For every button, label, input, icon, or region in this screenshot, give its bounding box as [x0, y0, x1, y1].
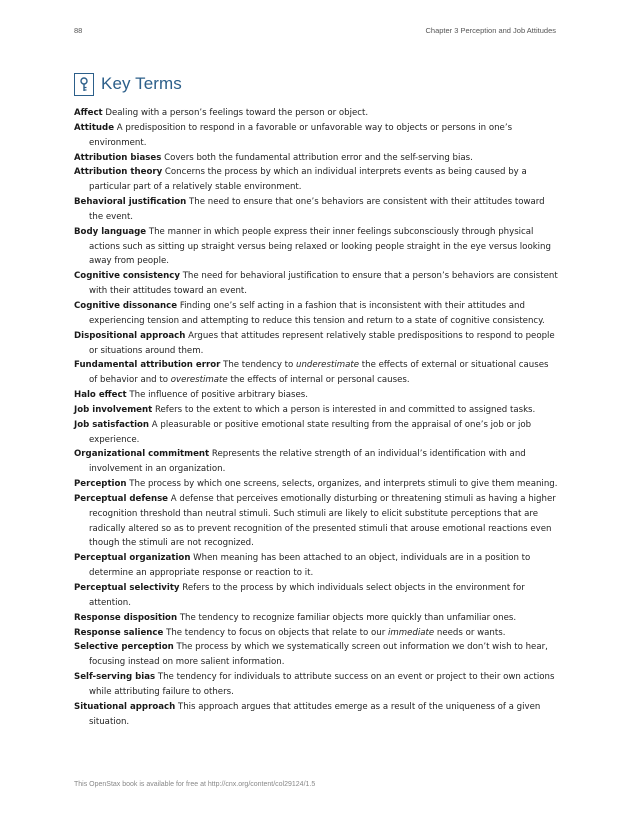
- definition-text: This approach argues that attitudes emerge as a result of the uniqueness of a given situation.: [89, 701, 541, 727]
- section-title: Key Terms: [101, 74, 182, 93]
- definition-text: The process by which we systematically screen out information we don’t wish to hear, focusing instead on more salient information.: [89, 642, 548, 668]
- definition-text: A pleasurable or positive emotional state resulting from the appraisal of one’s job or job experience.: [89, 419, 532, 445]
- emphasis-text: immediate: [387, 627, 435, 638]
- glossary-entry: [74, 611, 558, 626]
- definition-text: A predisposition to respond in a favorable or unfavorable way to objects or persons in one’s environment.: [89, 122, 513, 148]
- term-name: Attitude: [74, 122, 115, 133]
- term-name: Behavioral justification: [74, 197, 187, 208]
- glossary-entry: [74, 299, 558, 329]
- term-name: Response disposition: [74, 612, 178, 623]
- term-name: Dispositional approach: [74, 330, 186, 341]
- glossary-entry: [74, 388, 558, 403]
- term-name: Attribution biases: [74, 152, 162, 163]
- glossary-entry: [74, 195, 558, 225]
- term-name: Situational approach: [74, 701, 176, 712]
- term-name: Self-serving bias: [74, 672, 156, 683]
- glossary-entry: [74, 329, 558, 359]
- page-number: 88: [74, 26, 83, 35]
- definition-text: The need to ensure that one’s behaviors are consistent with their attitudes toward the event.: [89, 197, 545, 222]
- glossary-entry: [74, 626, 558, 641]
- definition-text: Covers both the fundamental attribution error and the self-serving bias.: [164, 152, 473, 163]
- glossary-entry: [74, 403, 558, 418]
- definition-text: the effects of internal or personal causes.: [227, 375, 410, 386]
- definition-text: the effects of external or situational causes of behavior and to: [89, 360, 549, 386]
- definition-text: Refers to the extent to which a person is interested in and committed to assigned tasks.: [154, 404, 536, 415]
- glossary-entry: [74, 447, 558, 477]
- definition-text: When meaning has been attached to an object, individuals are in a position to determine an appropriate response or reaction to it.: [89, 553, 531, 579]
- term-name: Perception: [74, 479, 127, 490]
- definition-text: The tendency to: [223, 360, 297, 371]
- term-name: Perceptual organization: [74, 553, 191, 564]
- emphasis-text: overestimate: [170, 375, 228, 386]
- definition-text: Argues that attitudes represent relatively stable predispositions to respond to people or situations around them.: [89, 330, 555, 356]
- glossary-entry: [74, 358, 558, 388]
- term-name: Affect: [74, 108, 103, 118]
- glossary-entry: [74, 151, 558, 166]
- key-terms-list: [74, 106, 558, 729]
- term-name: Perceptual selectivity: [74, 583, 180, 593]
- glossary-entry: [74, 269, 558, 299]
- definition-text: The influence of positive arbitrary biases.: [129, 390, 308, 401]
- glossary-entry: [74, 225, 558, 270]
- term-name: Organizational commitment: [74, 449, 210, 460]
- term-name: Halo effect: [74, 390, 127, 401]
- glossary-entry: [74, 106, 558, 121]
- definition-text: The need for behavioral justification to ensure that a person’s behaviors are consistent with their attitudes toward an event.: [89, 271, 558, 297]
- term-name: Response salience: [74, 627, 164, 638]
- term-name: Body language: [74, 226, 147, 237]
- glossary-entry: [74, 670, 558, 700]
- term-name: Job satisfaction: [74, 419, 150, 430]
- definition-text: The tendency for individuals to attribute success on an event or project to their own actions while attributing failure to others.: [89, 672, 555, 697]
- term-name: Fundamental attribution error: [74, 360, 221, 371]
- chapter-title: Chapter 3 Perception and Job Attitudes: [425, 26, 556, 35]
- term-name: Job involvement: [74, 404, 153, 415]
- definition-text: Dealing with a person’s feelings toward the person or object.: [105, 108, 369, 118]
- definition-text: The tendency to focus on objects that relate to our: [166, 627, 388, 638]
- term-name: Attribution theory: [74, 167, 163, 178]
- definition-text: Refers to the process by which individuals select objects in the environment for attention.: [89, 583, 525, 608]
- glossary-entry: [74, 418, 558, 448]
- glossary-entry: [74, 165, 558, 195]
- definition-text: Concerns the process by which an individual interprets events as being caused by a particular part of a relatively stable environment.: [89, 167, 527, 193]
- glossary-entry: [74, 121, 558, 151]
- glossary-entry: [74, 477, 558, 492]
- definition-text: The manner in which people express their inner feelings subconsciously through physical actions such as sitting up straight versus being relaxed or looking people straight in the eye versus looking away from people.: [89, 226, 551, 267]
- term-name: Perceptual defense: [74, 493, 169, 504]
- definition-text: Represents the relative strength of an individual’s identification with and involvement in an organization.: [89, 449, 526, 475]
- glossary-entry: [74, 581, 558, 611]
- section-heading: [74, 70, 182, 98]
- glossary-entry: [74, 700, 558, 730]
- definition-text: needs or wants.: [434, 627, 506, 638]
- term-name: Cognitive consistency: [74, 271, 180, 282]
- glossary-entry: [74, 492, 558, 551]
- definition-text: A defense that perceives emotionally disturbing or threatening stimuli as having a higher recognition threshold than neutral stimuli. Such stimuli are likely to elicit substitute perceptions that are radically altered so as to prevent recognition of the presented stimuli that arouse emotional reactions even though the stimuli are not recognized.: [89, 493, 556, 549]
- definition-text: Finding one’s self acting in a fashion that is inconsistent with their attitudes and experiencing tension and attempting to reduce this tension and return to a state of cognitive consistency.: [89, 300, 545, 326]
- term-name: Selective perception: [74, 642, 174, 653]
- definition-text: The tendency to recognize familiar objects more quickly than unfamiliar ones.: [179, 612, 517, 623]
- glossary-entry: [74, 640, 558, 670]
- footer-note: This OpenStax book is available for free at http://cnx.org/content/col29124/1.5: [74, 781, 316, 788]
- emphasis-text: underestimate: [296, 360, 360, 371]
- definition-text: The process by which one screens, selects, organizes, and interprets stimuli to give them meaning.: [129, 479, 558, 490]
- term-name: Cognitive dissonance: [74, 300, 178, 311]
- key-icon: [74, 73, 94, 96]
- glossary-entry: [74, 551, 558, 581]
